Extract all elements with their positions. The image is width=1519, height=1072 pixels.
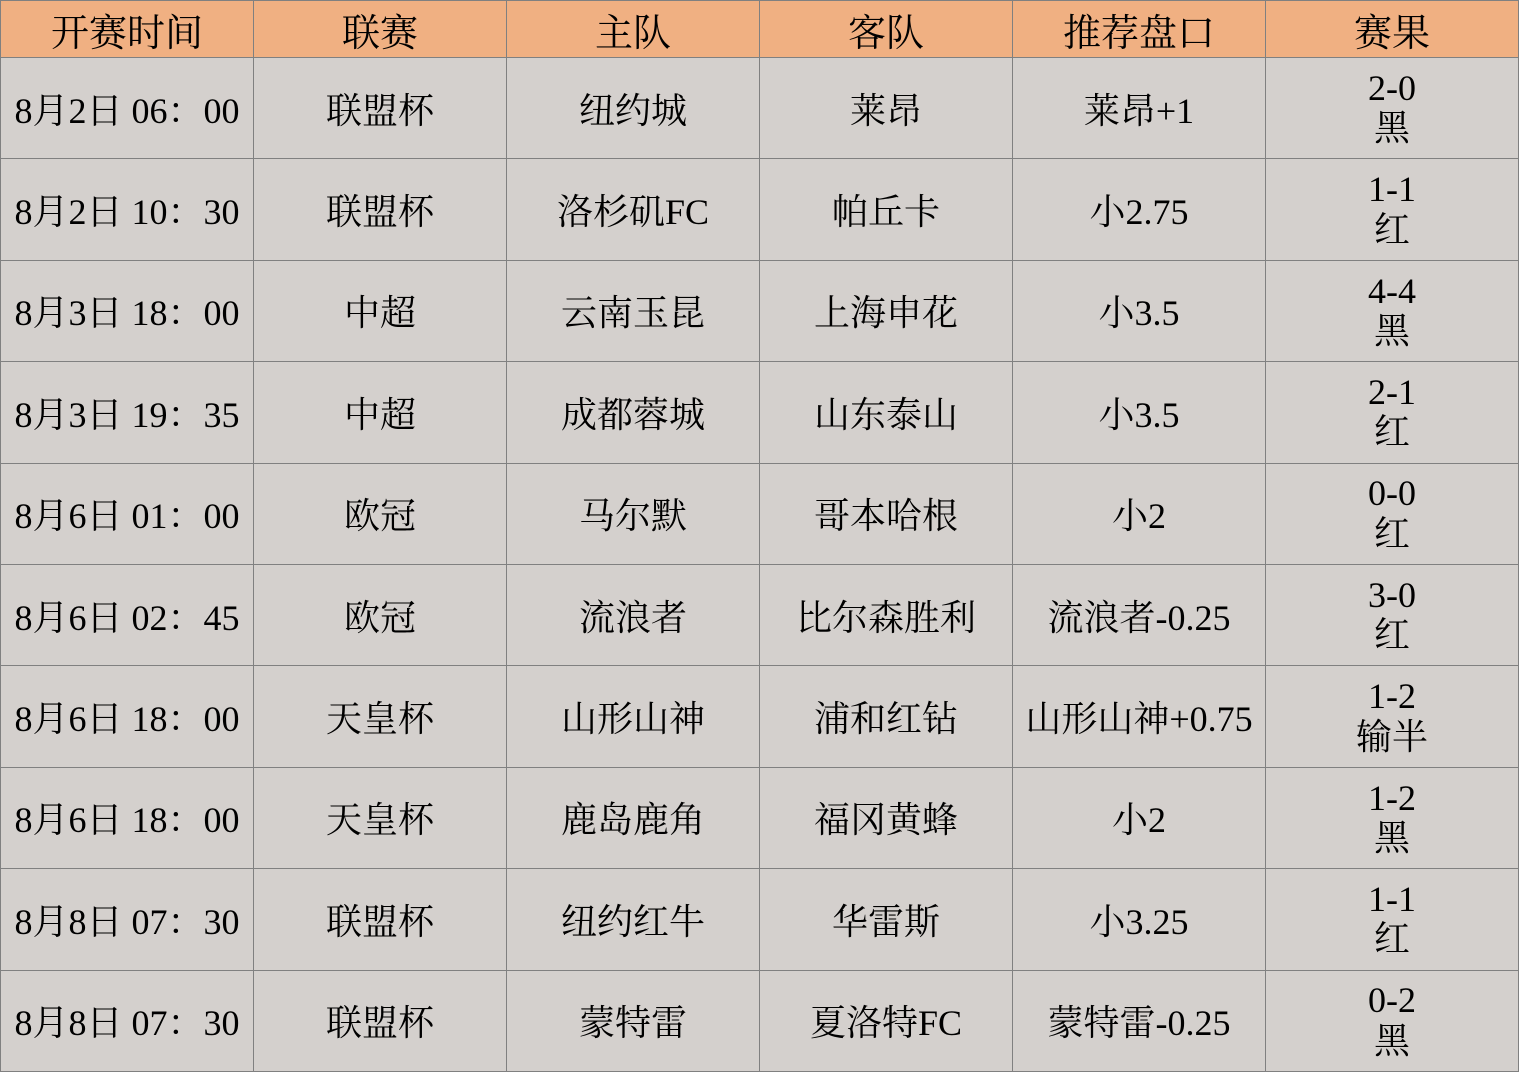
header-away-team: 客队	[760, 1, 1013, 58]
cell-odds: 小3.5	[1013, 260, 1266, 361]
cell-home-team: 纽约红牛	[507, 869, 760, 970]
result-label: 黑	[1373, 108, 1410, 149]
cell-odds: 小3.25	[1013, 869, 1266, 970]
result-label: 黑	[1373, 310, 1410, 351]
cell-league: 联盟杯	[254, 58, 507, 159]
cell-result	[1266, 463, 1519, 564]
cell-odds: 小3.5	[1013, 362, 1266, 463]
cell-away-team: 莱昂	[760, 58, 1013, 159]
cell-result	[1266, 58, 1519, 159]
table-row	[1, 970, 1519, 1071]
cell-league: 欧冠	[254, 564, 507, 665]
cell-result	[1266, 869, 1519, 970]
cell-league: 联盟杯	[254, 869, 507, 970]
cell-home-team: 山形山神	[507, 666, 760, 767]
cell-home-team: 纽约城	[507, 58, 760, 159]
result-score: 1-2	[1368, 777, 1416, 818]
cell-time: 8月2日 10：30	[1, 159, 254, 260]
table-row	[1, 767, 1519, 868]
table-row	[1, 666, 1519, 767]
cell-away-team: 福冈黄蜂	[760, 767, 1013, 868]
table-row	[1, 58, 1519, 159]
cell-result	[1266, 970, 1519, 1071]
cell-odds: 蒙特雷-0.25	[1013, 970, 1266, 1071]
result-score: 2-0	[1368, 67, 1416, 108]
result-score: 1-2	[1368, 676, 1416, 717]
header-home-team: 主队	[507, 1, 760, 58]
table-row	[1, 260, 1519, 361]
cell-odds: 小2	[1013, 463, 1266, 564]
cell-time: 8月6日 02：45	[1, 564, 254, 665]
cell-league: 天皇杯	[254, 666, 507, 767]
table-row	[1, 362, 1519, 463]
result-score: 2-1	[1368, 372, 1416, 413]
cell-result	[1266, 159, 1519, 260]
cell-odds: 山形山神+0.75	[1013, 666, 1266, 767]
result-label: 红	[1373, 412, 1410, 453]
cell-away-team: 哥本哈根	[760, 463, 1013, 564]
cell-home-team: 马尔默	[507, 463, 760, 564]
table-row	[1, 463, 1519, 564]
table-header	[1, 1, 1519, 58]
result-label: 红	[1373, 919, 1410, 960]
result-score: 0-2	[1368, 980, 1416, 1021]
cell-home-team: 蒙特雷	[507, 970, 760, 1071]
cell-league: 天皇杯	[254, 767, 507, 868]
table-body	[1, 58, 1519, 1072]
result-label: 红	[1373, 209, 1410, 250]
result-score: 0-0	[1368, 473, 1416, 514]
cell-away-team: 夏洛特FC	[760, 970, 1013, 1071]
header-row	[1, 1, 1519, 58]
header-recommended-handicap: 推荐盘口	[1013, 1, 1266, 58]
cell-result	[1266, 564, 1519, 665]
cell-time: 8月8日 07：30	[1, 869, 254, 970]
header-result: 赛果	[1266, 1, 1519, 58]
cell-away-team: 山东泰山	[760, 362, 1013, 463]
cell-league: 中超	[254, 260, 507, 361]
result-label: 黑	[1373, 817, 1410, 858]
cell-league: 联盟杯	[254, 970, 507, 1071]
cell-time: 8月6日 18：00	[1, 767, 254, 868]
cell-home-team: 鹿岛鹿角	[507, 767, 760, 868]
cell-odds: 莱昂+1	[1013, 58, 1266, 159]
cell-time: 8月3日 18：00	[1, 260, 254, 361]
cell-home-team: 洛杉矶FC	[507, 159, 760, 260]
result-label: 红	[1373, 513, 1410, 554]
result-score: 1-1	[1368, 169, 1416, 210]
cell-time: 8月6日 18：00	[1, 666, 254, 767]
table-row	[1, 159, 1519, 260]
cell-home-team: 成都蓉城	[507, 362, 760, 463]
cell-result	[1266, 362, 1519, 463]
cell-home-team: 云南玉昆	[507, 260, 760, 361]
cell-odds: 小2.75	[1013, 159, 1266, 260]
cell-away-team: 浦和红钻	[760, 666, 1013, 767]
cell-time: 8月6日 01：00	[1, 463, 254, 564]
cell-away-team: 比尔森胜利	[760, 564, 1013, 665]
cell-result	[1266, 260, 1519, 361]
result-label: 黑	[1373, 1020, 1410, 1061]
cell-away-team: 华雷斯	[760, 869, 1013, 970]
cell-odds: 流浪者-0.25	[1013, 564, 1266, 665]
header-time: 开赛时间	[1, 1, 254, 58]
cell-result	[1266, 767, 1519, 868]
table-row	[1, 869, 1519, 970]
cell-home-team: 流浪者	[507, 564, 760, 665]
result-score: 3-0	[1368, 574, 1416, 615]
result-label: 输半	[1355, 716, 1428, 757]
cell-league: 中超	[254, 362, 507, 463]
cell-league: 联盟杯	[254, 159, 507, 260]
cell-time: 8月3日 19：35	[1, 362, 254, 463]
cell-time: 8月2日 06：00	[1, 58, 254, 159]
cell-league: 欧冠	[254, 463, 507, 564]
cell-odds: 小2	[1013, 767, 1266, 868]
cell-result	[1266, 666, 1519, 767]
cell-time: 8月8日 07：30	[1, 970, 254, 1071]
cell-away-team: 上海申花	[760, 260, 1013, 361]
header-league: 联赛	[254, 1, 507, 58]
result-score: 4-4	[1368, 270, 1416, 311]
result-score: 1-1	[1368, 879, 1416, 919]
table-row	[1, 564, 1519, 665]
result-label: 红	[1373, 615, 1410, 656]
cell-away-team: 帕丘卡	[760, 159, 1013, 260]
